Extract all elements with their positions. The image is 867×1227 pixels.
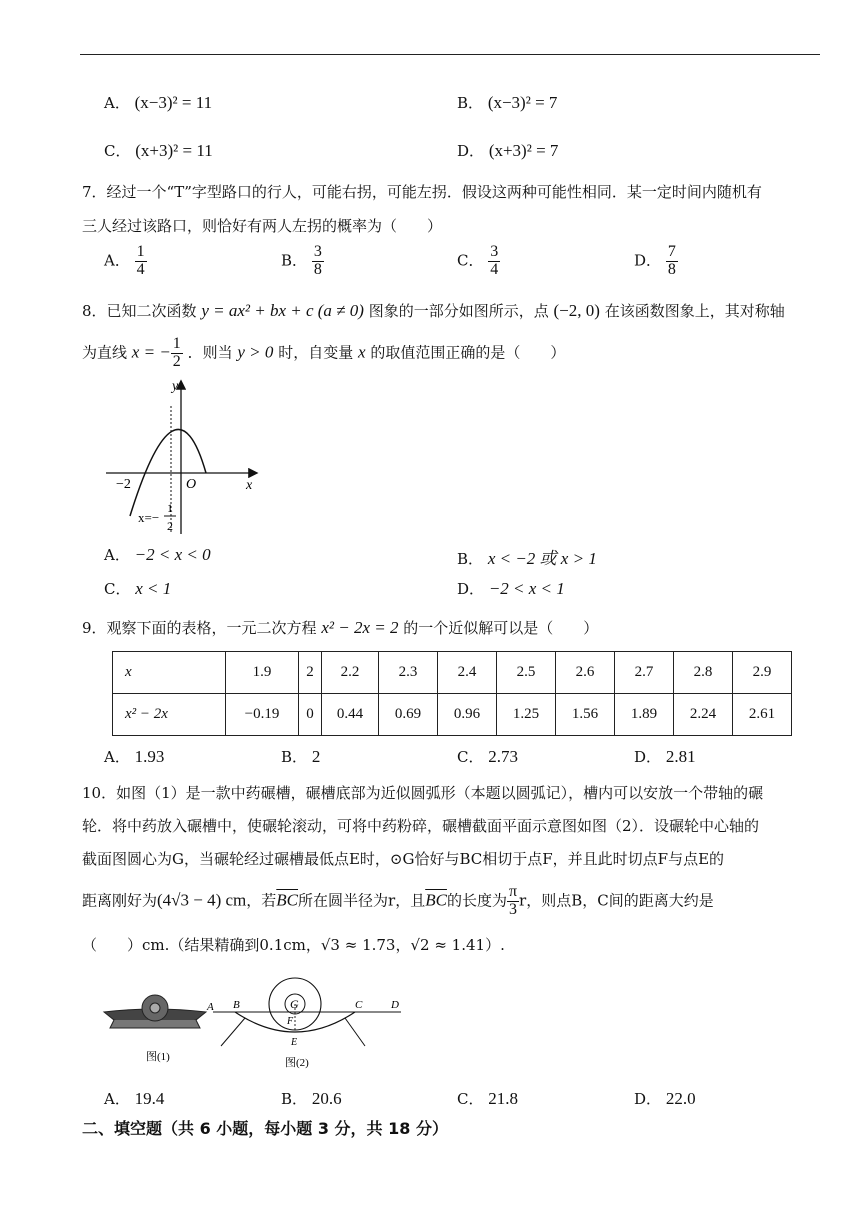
option-fraction: $\frac{3}{4}$: [490, 243, 499, 278]
q7-option-c[interactable]: [457, 244, 500, 279]
q6-option-b[interactable]: [457, 92, 557, 113]
section-heading: 二、填空题（共 6 小题，每小题 3 分，共 18 分）: [82, 1119, 448, 1138]
q7-option-a[interactable]: [104, 244, 147, 279]
table-row: [113, 652, 792, 694]
table-cell: 2.8: [674, 652, 733, 694]
option-letter: D．: [634, 251, 662, 270]
table-cell: 0: [299, 694, 322, 736]
q6-option-d[interactable]: [457, 140, 558, 161]
option-letter: D．: [457, 142, 485, 160]
table-cell: 0.96: [438, 694, 497, 736]
q7-option-b[interactable]: [281, 244, 324, 279]
neg2-label: −2: [116, 477, 131, 492]
option-letter: A．: [104, 251, 130, 270]
axis-den-label: 2: [167, 519, 173, 533]
label-b: B: [233, 999, 240, 1011]
q9-option-c[interactable]: C． 2.73: [457, 747, 519, 766]
option-letter: B．: [457, 94, 484, 112]
q10-text-line5: （ ）cm.（结果精确到0.1cm，√3 ≈ 1.73，√2 ≈ 1.41）.: [82, 936, 505, 954]
option-expr: (x−3)² = 7: [487, 93, 558, 112]
axis-eq-label: x=−: [138, 510, 160, 525]
option-letter: C．: [457, 251, 484, 270]
table-cell: 1.56: [556, 694, 615, 736]
q7-option-d[interactable]: [634, 244, 678, 279]
q9-table: [112, 651, 792, 736]
x-label: x: [246, 478, 253, 493]
table-row: [113, 694, 792, 736]
table-cell: −0.19: [226, 694, 299, 736]
q10-text-line1: 10．如图（1）是一款中药碾槽，碾槽底部为近似圆弧形（本题以圆弧记），槽内可以安放一个带轴的碾: [82, 784, 764, 802]
q9-option-a[interactable]: A． 1.93: [104, 747, 165, 766]
table-cell: 2.5: [497, 652, 556, 694]
q8-option-c[interactable]: C． x < 1: [104, 579, 172, 598]
option-expr: (x+3)² = 7: [488, 141, 559, 160]
q10-option-c[interactable]: C． 21.8: [457, 1089, 519, 1108]
y-label: y: [172, 379, 179, 394]
q8-option-b[interactable]: B． x < −2 或 x > 1: [457, 549, 597, 568]
table-cell: 2.7: [615, 652, 674, 694]
q8-parabola-graph: [100, 376, 270, 536]
q8-text-line2: 为直线 x = − $\frac{1}{2}$ ．则当 y > 0 时，自变量 x 的取值范围正确的是（ ）: [82, 335, 566, 370]
table-cell: 2: [299, 652, 322, 694]
q6-option-a[interactable]: [104, 92, 212, 113]
table-cell: 2.3: [379, 652, 438, 694]
table-cell: 1.25: [497, 694, 556, 736]
q10-figure2: [205, 966, 405, 1076]
q8-option-d[interactable]: D． −2 < x < 1: [457, 579, 565, 598]
q9-text: 9．观察下面的表格，一元二次方程 x² − 2x = 2 的一个近似解可以是（ ）: [82, 618, 599, 637]
label-e: E: [291, 1037, 298, 1048]
table-cell: 2.9: [733, 652, 792, 694]
label-a: A: [207, 1001, 214, 1013]
option-letter: C．: [104, 142, 131, 160]
option-fraction: $\frac{1}{4}$: [136, 243, 145, 278]
q10-option-d[interactable]: D． 22.0: [634, 1089, 696, 1108]
q7-text-line2: 三人经过该路口，则恰好有两人左拐的概率为（ ）: [82, 217, 443, 235]
table-cell: 2.6: [556, 652, 615, 694]
origin-label: O: [186, 477, 197, 492]
table-head-fx: x² − 2x: [113, 694, 226, 736]
trough-left-wall: [221, 1018, 245, 1046]
q10-text-line2: 轮．将中药放入碾槽中，使碾轮滚动，可将中药粉碎，碾槽截面平面示意图如图（2）．设碾轮中心轴的: [82, 817, 760, 835]
option-letter: A．: [104, 94, 130, 112]
label-f: F: [287, 1016, 294, 1027]
q10-text-line3: 截面图圆心为G，当碾轮经过碾槽最低点E时，⊙G恰好与BC相切于点F，并且此时切点F与点E的: [82, 850, 725, 868]
fig2-caption: 图(2): [285, 1057, 309, 1069]
header-rule: [80, 54, 820, 55]
label-c: C: [355, 999, 363, 1011]
q10-text-line4: 距离刚好为(4√3 − 4) cm，若$\overline{BC}$所在圆半径为r，且$\overline{BC}$的长度为 $\frac{\pi}{3}$ r，则点B，C间的距离大约是: [82, 883, 714, 918]
q10-option-b[interactable]: B． 20.6: [281, 1089, 342, 1108]
axis-num-label: 1: [167, 501, 173, 515]
q10-figure1: [100, 988, 210, 1068]
table-cell: 2.61: [733, 694, 792, 736]
option-fraction: $\frac{3}{8}$: [313, 243, 322, 278]
option-expr: (x−3)² = 11: [134, 93, 213, 112]
q9-option-d[interactable]: D． 2.81: [634, 747, 696, 766]
trough-right-wall: [345, 1018, 365, 1046]
option-expr: (x+3)² = 11: [135, 141, 213, 160]
fig1-caption: 图(1): [146, 1051, 170, 1063]
table-cell: 2.24: [674, 694, 733, 736]
table-head-x: x: [113, 652, 226, 694]
table-cell: 2.2: [322, 652, 379, 694]
option-letter: B．: [281, 251, 308, 270]
label-d: D: [391, 999, 399, 1011]
option-fraction: $\frac{7}{8}$: [667, 243, 676, 278]
wheel-hub: [150, 1003, 160, 1013]
label-g: G: [290, 997, 299, 1011]
q8-option-a[interactable]: A． −2 < x < 0: [104, 545, 211, 564]
table-cell: 0.69: [379, 694, 438, 736]
q7-text-line1: 7．经过一个“T”字型路口的行人，可能右拐，可能左拐．假设这两种可能性相同．某一定时间内随机有: [82, 183, 762, 201]
table-cell: 1.9: [226, 652, 299, 694]
table-cell: 0.44: [322, 694, 379, 736]
q10-option-a[interactable]: A． 19.4: [104, 1089, 165, 1108]
table-cell: 1.89: [615, 694, 674, 736]
q9-option-b[interactable]: B． 2: [281, 747, 321, 766]
table-cell: 2.4: [438, 652, 497, 694]
q6-option-c[interactable]: [104, 140, 213, 161]
q8-text-line1: 8．已知二次函数 y = ax² + bx + c (a ≠ 0) 图象的一部分如图所示，点 (−2, 0) 在该函数图象上，其对称轴: [82, 301, 785, 320]
